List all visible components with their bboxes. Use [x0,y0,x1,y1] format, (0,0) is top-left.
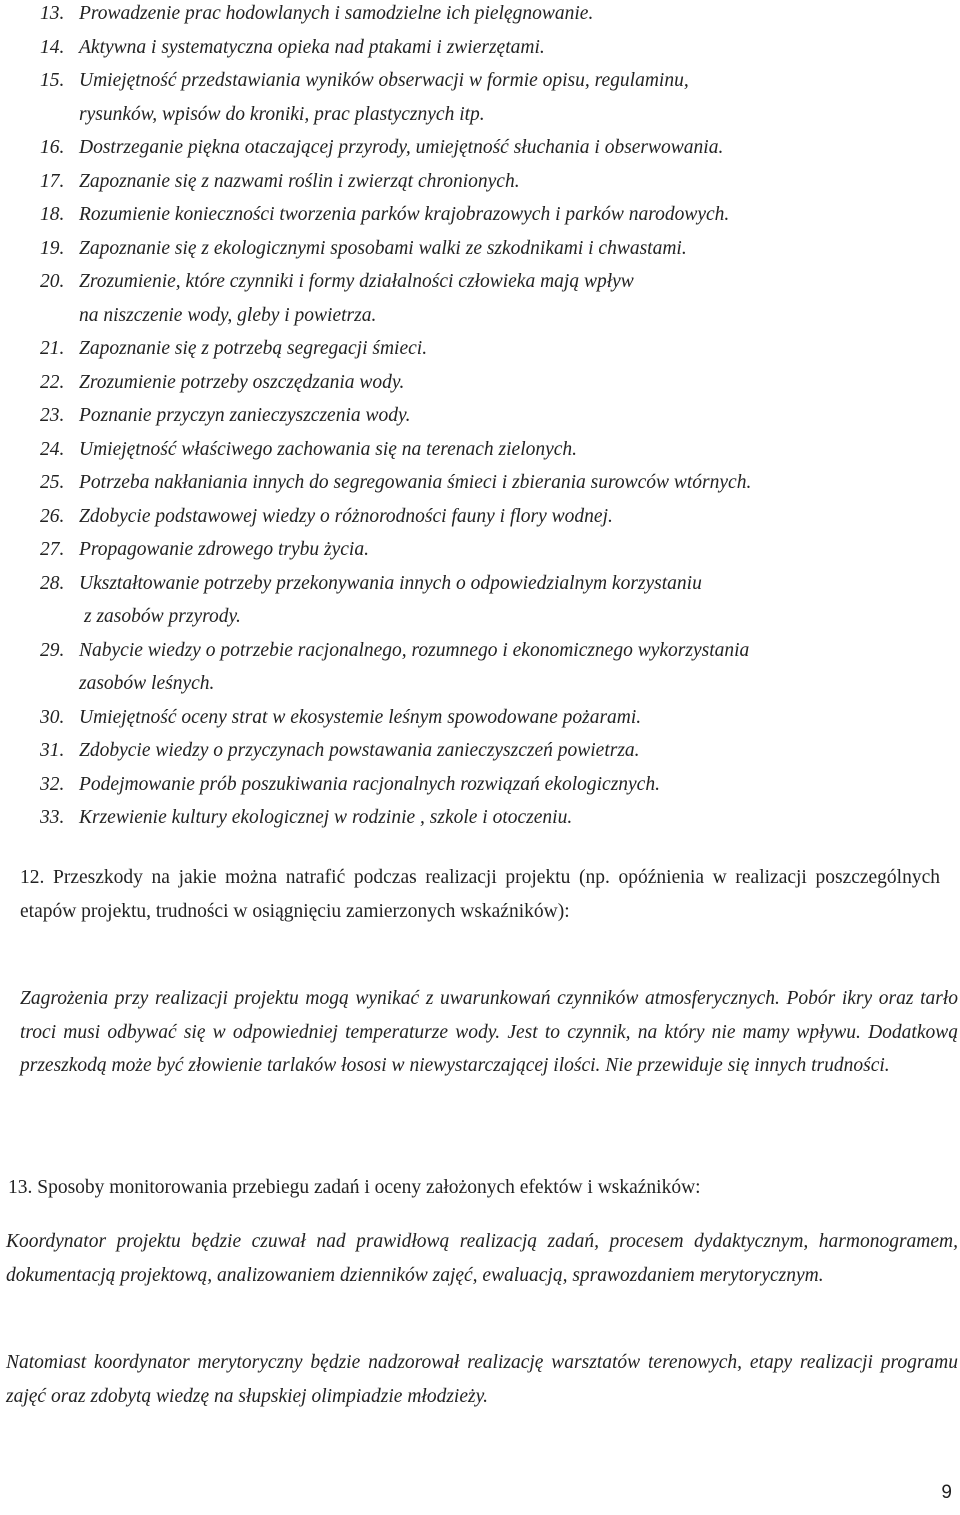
list-item-number: 13. [40,3,65,24]
list-item-number: 25. [40,472,65,493]
list-item-text: Poznanie przyczyn zanieczyszczenia wody. [79,405,411,426]
list-item-text: Zrozumienie potrzeby oszczędzania wody. [79,371,405,393]
list-item-text-continued: zasobów leśnych. [79,673,215,694]
list-item-text: Umiejętność przedstawiania wyników obserwacji w formie opisu, regulaminu, [79,70,689,91]
list-item-text-continued: z zasobów przyrody. [84,606,241,627]
list-item-text: Umiejętność oceny strat w ekosystemie leśnym spowodowane pożarami. [79,706,642,728]
list-item-text: Podejmowanie prób poszukiwania racjonalnych rozwiązań ekologicznych. [79,773,660,795]
list-item-text: Zdobycie podstawowej wiedzy o różnorodności fauny i flory wodnej. [79,505,613,527]
section-12-heading-text: Przeszkody na jakie można natrafić podczas realizacji projektu (np. opóźnienia w realizacji poszczególnych etapów projektu, trudności w osiągnięciu zamierzonych wskaźników): [20,867,940,922]
list-item-text: Krzewienie kultury ekologicznej w rodzinie , szkole i otoczeniu. [79,807,573,828]
list-item-number: 27. [40,539,65,560]
list-item-text: Aktywna i systematyczna opieka nad ptakami i zwierzętami. [79,36,545,58]
list-item-text: Propagowanie zdrowego trybu życia. [79,539,369,560]
list-item-number: 33. [40,807,65,828]
list-item-number: 16. [40,137,65,158]
list-item-text: Zrozumienie, które czynniki i formy działalności człowieka mają wpływ [79,271,634,292]
list-item-number: 32. [40,773,65,795]
list-item-number: 21. [40,338,65,359]
list-item-text: Zapoznanie się z ekologicznymi sposobami walki ze szkodnikami i chwastami. [79,237,687,259]
section-12-heading [20,861,940,928]
list-item-number: 14. [40,36,65,58]
list-item-text-continued: na niszczenie wody, gleby i powietrza. [79,304,377,326]
list-item-text: Ukształtowanie potrzeby przekonywania innych o odpowiedzialnym korzystaniu [79,572,702,594]
list-item-number: 30. [40,706,65,728]
list-item-number: 28. [40,572,65,594]
section-12-body: Zagrożenia przy realizacji projektu mogą wynikać z uwarunkowań czynników atmosferycznych. Pobór ikry oraz tarło troci musi odbywać się w odpowiedniej temperaturze wody. Jest to czynnik, na który nie mamy wpływu. Dodatkową przeszkodą może być złowienie tarlaków łososi w niewystarczającej ilości. Nie przewiduje się innych trudności. [20,988,958,1076]
list-item-number: 17. [40,170,65,192]
section-13-heading [8,1176,701,1200]
list-item-number: 20. [40,271,65,292]
list-item-number: 23. [40,405,65,426]
list-item-number: 22. [40,371,65,393]
list-item-number: 15. [40,70,65,91]
page-number: 9 [941,1482,952,1503]
list-item-text: Nabycie wiedzy o potrzebie racjonalnego, rozumnego i ekonomicznego wykorzystania [79,639,750,661]
list-item-text: Prowadzenie prac hodowlanych i samodzielne ich pielęgnowanie. [79,3,594,24]
section-13-heading-text: Sposoby monitorowania przebiegu zadań i oceny założonych efektów i wskaźników: [37,1177,701,1198]
list-item-number: 26. [40,505,65,527]
list-item-text: Potrzeba nakłaniania innych do segregowania śmieci i zbierania surowców wtórnych. [79,472,752,493]
section-13-paragraph-1: Koordynator projektu będzie czuwał nad prawidłową realizacją zadań, procesem dydaktycznym, harmonogramem, dokumentacją projektową, analizowaniem dzienników zajęć, ewaluacją, sprawozdaniem merytorycznym. [6,1231,958,1286]
list-item-text-continued: rysunków, wpisów do kroniki, prac plastycznych itp. [79,103,485,125]
section-12-number: 12. [20,867,45,888]
list-item-number: 19. [40,237,65,259]
section-13-paragraph-2: Natomiast koordynator merytoryczny będzie nadzorował realizację warsztatów terenowych, etapy realizacji programu zajęć oraz zdobytą wiedzę na słupskiej olimpiadzie młodzieży. [6,1352,958,1407]
list-item-number: 29. [40,639,65,661]
list-item-text: Zdobycie wiedzy o przyczynach powstawania zanieczyszczeń powietrza. [79,740,640,761]
list-item-number: 24. [40,438,65,460]
list-item-text: Zapoznanie się z nazwami roślin i zwierząt chronionych. [79,170,520,192]
list-item-text: Rozumienie konieczności tworzenia parków krajobrazowych i parków narodowych. [79,204,730,225]
list-item-number: 18. [40,204,65,225]
list-item-text: Umiejętność właściwego zachowania się na terenach zielonych. [79,438,578,460]
section-13-number: 13. [8,1177,33,1198]
list-item-text: Dostrzeganie piękna otaczającej przyrody, umiejętność słuchania i obserwowania. [79,137,724,158]
list-item-text: Zapoznanie się z potrzebą segregacji śmieci. [79,338,428,359]
list-item-number: 31. [40,740,65,761]
